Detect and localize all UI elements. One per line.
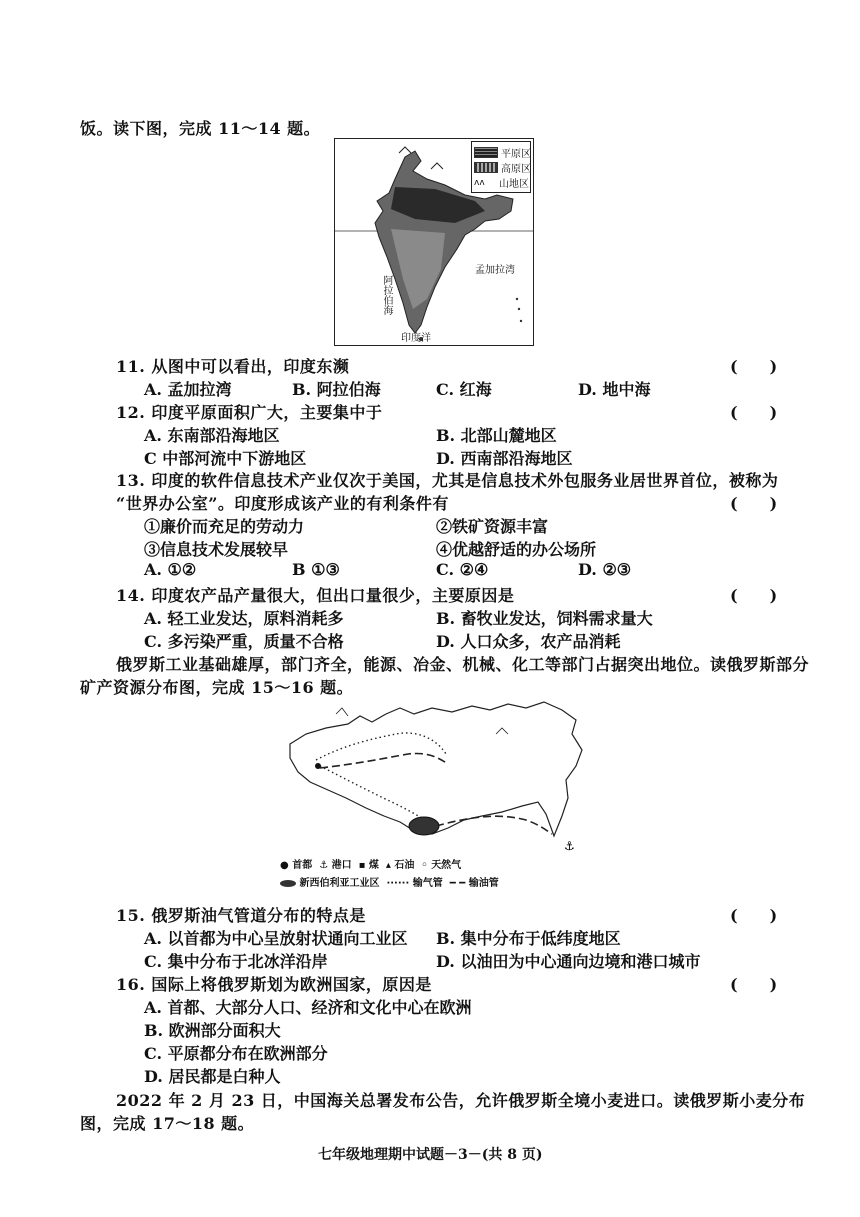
port-marker: ⚓ [564, 839, 575, 853]
india-legend [471, 141, 531, 193]
intro-text-3b: 图，完成 17～18 题。 [80, 1114, 255, 1133]
q16-option-b[interactable]: B. 欧洲部分面积大 [144, 1021, 281, 1040]
novosibirsk-industrial-area [409, 817, 439, 835]
q11-option-b[interactable]: B. 阿拉伯海 [292, 380, 381, 399]
q12-answer-blank[interactable]: ( ) [730, 403, 778, 422]
q14-option-d[interactable]: D. 人口众多，农产品消耗 [436, 632, 621, 651]
q11-answer-blank[interactable]: ( ) [730, 357, 778, 376]
q12-option-c[interactable]: C 中部河流中下游地区 [144, 449, 307, 468]
legend-plateau: 高原区 [474, 160, 531, 175]
q11-option-a[interactable]: A. 孟加拉湾 [144, 380, 232, 399]
q13-stem: 13. 印度的软件信息技术产业仅次于美国，尤其是信息技术外包服务业居世界首位，被称为 [116, 471, 779, 490]
q13-item-1: ①廉价而充足的劳动力 [144, 517, 305, 536]
q11-option-d[interactable]: D. 地中海 [578, 380, 651, 399]
q11-option-c[interactable]: C. 红海 [436, 380, 492, 399]
russia-map-graphic [276, 694, 596, 854]
q13-option-c[interactable]: C. ②④ [436, 560, 489, 579]
capital-marker [315, 763, 321, 769]
q15-option-a[interactable]: A. 以首都为中心呈放射状通向工业区 [144, 929, 408, 948]
q13-item-2: ②铁矿资源丰富 [436, 517, 549, 536]
q15-answer-blank[interactable]: ( ) [730, 906, 778, 925]
india-map [334, 138, 534, 346]
q13-stem-2: “世界办公室”。印度形成该产业的有利条件有 [116, 494, 449, 513]
q15-option-d[interactable]: D. 以油田为中心通向边境和港口城市 [436, 952, 701, 971]
russia-outline [290, 702, 582, 836]
q14-answer-blank[interactable]: ( ) [730, 586, 778, 605]
gas-pipeline [316, 733, 446, 760]
q12-stem: 12. 印度平原面积广大，主要集中于 [116, 403, 383, 422]
q15-option-b[interactable]: B. 集中分布于低纬度地区 [436, 929, 621, 948]
q14-stem: 14. 印度农产品产量很大，但出口量很少，主要原因是 [116, 586, 515, 605]
intro-text-2b: 矿产资源分布图，完成 15～16 题。 [80, 678, 354, 697]
label-bay-of-bengal: 孟加拉湾 [475, 265, 515, 276]
q13-item-4: ④优越舒适的办公场所 [436, 540, 597, 559]
q14-option-b[interactable]: B. 畜牧业发达，饲料需求量大 [436, 609, 653, 628]
q16-option-c[interactable]: C. 平原都分布在欧洲部分 [144, 1044, 328, 1063]
q16-answer-blank[interactable]: ( ) [730, 975, 778, 994]
q16-option-a[interactable]: A. 首都、大部分人口、经济和文化中心在欧洲 [144, 998, 472, 1017]
russia-legend-row-2: 新西伯利亚工业区 ······ 输气管 ━ ━ 输油管 [280, 874, 499, 889]
intro-text-2: 俄罗斯工业基础雄厚，部门齐全，能源、冶金、机械、化工等部门占据突出地位。读俄罗斯部分 [116, 655, 810, 674]
q13-option-b[interactable]: B ①③ [292, 560, 340, 579]
page-footer: 七年级地理期中试题－3－(共 8 页) [318, 1147, 543, 1163]
intro-text-1: 饭。读下图，完成 11～14 题。 [80, 119, 321, 138]
russia-map [276, 694, 596, 894]
q11-stem: 11. 从图中可以看出，印度东濒 [116, 357, 350, 376]
legend-mountain: ʌʌ 山地区 [474, 177, 529, 190]
q16-stem: 16. 国际上将俄罗斯划为欧洲国家，原因是 [116, 975, 432, 994]
q13-answer-blank[interactable]: ( ) [730, 494, 778, 513]
q14-option-a[interactable]: A. 轻工业发达，原料消耗多 [144, 609, 344, 628]
russia-legend-row-1: ● 首都 ⚓ 港口 ▪ 煤 ▴ 石油 ◦ 天然气 [280, 860, 462, 871]
q16-option-d[interactable]: D. 居民都是白种人 [144, 1067, 281, 1086]
q13-option-d[interactable]: D. ②③ [578, 560, 632, 579]
oil-pipeline [320, 753, 448, 768]
legend-plain: 平原区 [474, 145, 531, 160]
q13-option-a[interactable]: A. ①② [144, 560, 197, 579]
q12-option-a[interactable]: A. 东南部沿海地区 [144, 426, 280, 445]
q14-option-c[interactable]: C. 多污染严重，质量不合格 [144, 632, 344, 651]
q12-option-d[interactable]: D. 西南部沿海地区 [436, 449, 573, 468]
q12-option-b[interactable]: B. 北部山麓地区 [436, 426, 557, 445]
intro-text-3: 2022 年 2 月 23 日，中国海关总署发布公告，允许俄罗斯全境小麦进口。读俄罗斯小麦分布 [116, 1091, 806, 1110]
gas-pipeline-2 [316, 764, 428, 822]
q15-option-c[interactable]: C. 集中分布于北冰洋沿岸 [144, 952, 328, 971]
label-arabian-sea: 阿拉伯海 [381, 275, 392, 315]
label-indian-ocean: 印度洋 [401, 333, 431, 344]
q15-stem: 15. 俄罗斯油气管道分布的特点是 [116, 906, 366, 925]
q13-item-3: ③信息技术发展较早 [144, 540, 289, 559]
